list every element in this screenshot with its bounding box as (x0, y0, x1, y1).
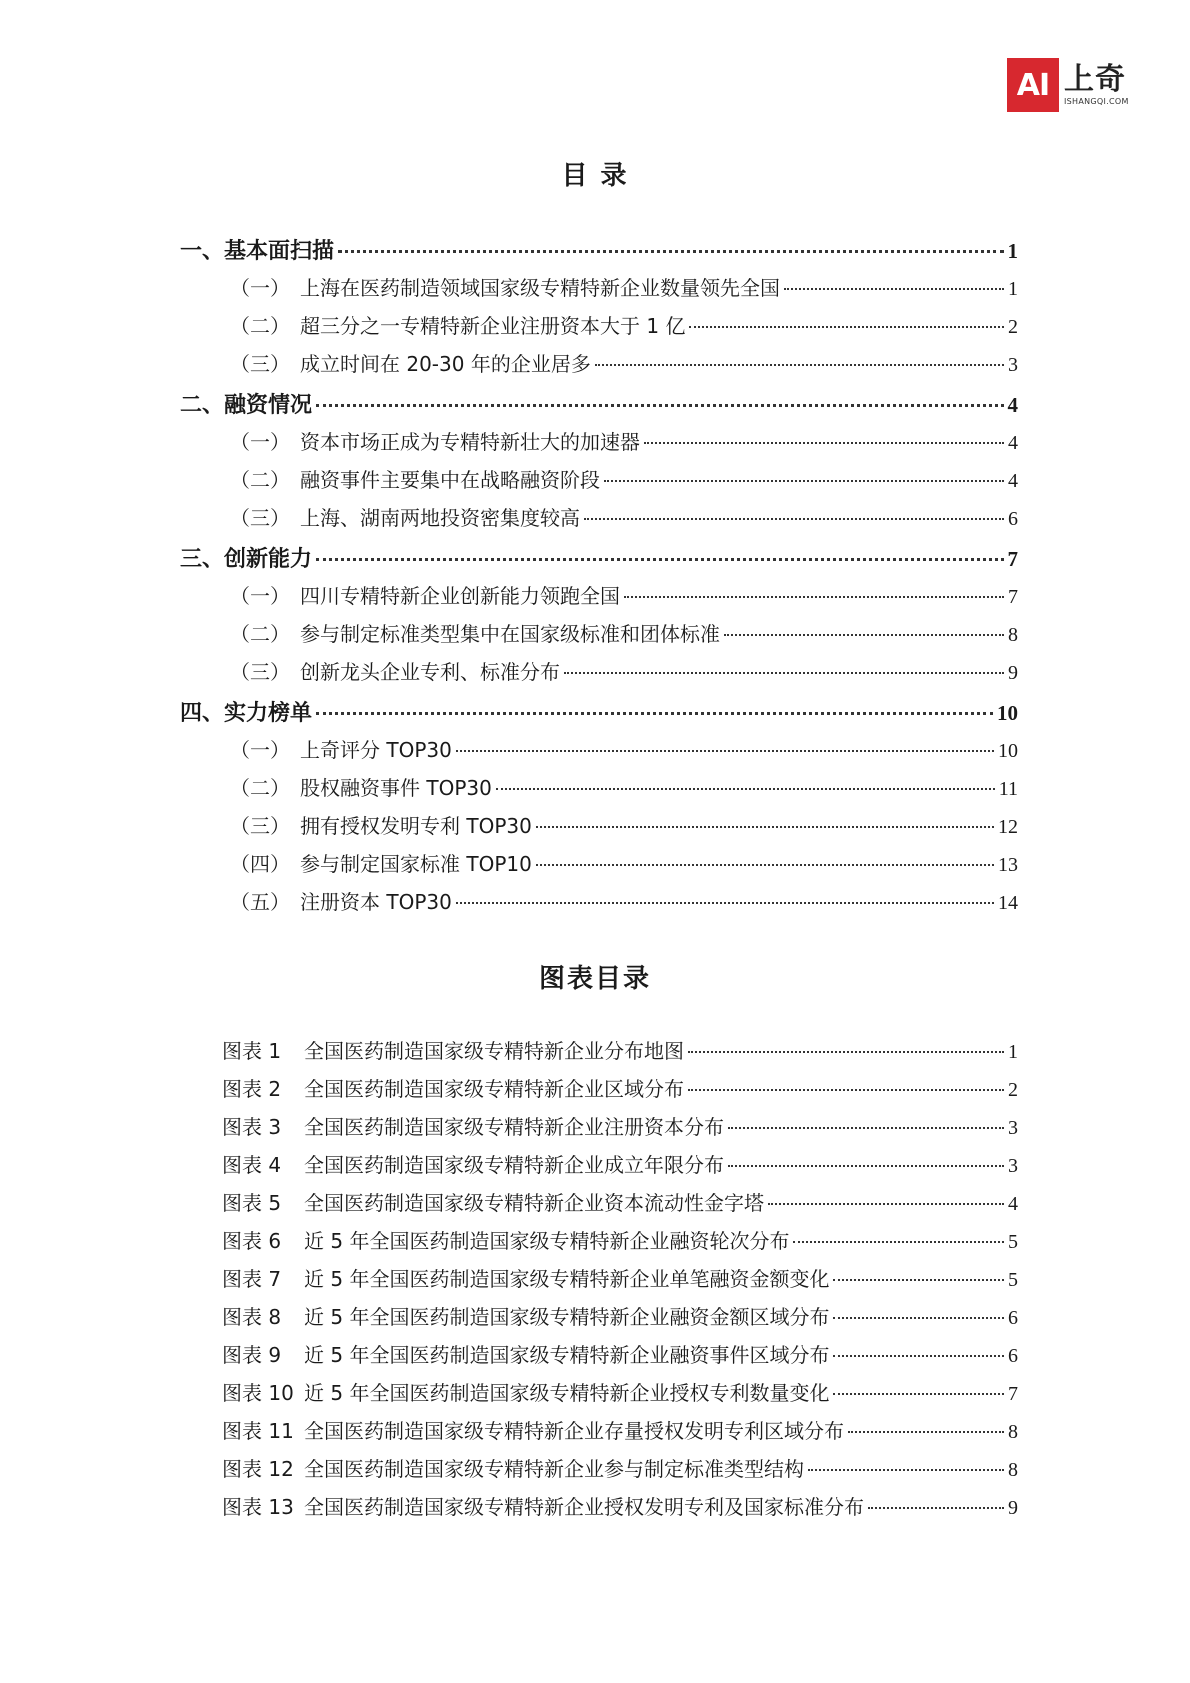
toc-label: 上海、湖南两地投资密集度较高 (300, 506, 580, 530)
toc-prefix: （二） (230, 776, 290, 800)
toc-label: 融资事件主要集中在战略融资阶段 (300, 468, 600, 492)
toc-prefix: （二） (230, 314, 290, 338)
toc-subsection[interactable] (230, 426, 1018, 455)
toc-label: 实力榜单 (224, 701, 313, 726)
dot-leader (689, 326, 1004, 328)
toc-title: 目 录 (561, 161, 629, 191)
toc-label: 参与制定标准类型集中在国家级标准和团体标准 (300, 622, 720, 646)
toc-label: 参与制定国家标准 TOP10 (300, 852, 532, 876)
dot-leader (456, 902, 994, 904)
figure-page: 2 (1008, 1079, 1018, 1101)
figure-entry[interactable] (222, 1225, 1018, 1254)
figure-entry[interactable] (222, 1035, 1018, 1064)
figure-page: 3 (1008, 1155, 1018, 1177)
dot-leader (536, 864, 994, 866)
figure-entry[interactable] (222, 1415, 1018, 1444)
dot-leader (724, 634, 1004, 636)
figure-label: 全国医药制造国家级专精特新企业分布地图 (304, 1039, 684, 1063)
figure-label: 近 5 年全国医药制造国家级专精特新企业融资轮次分布 (304, 1229, 790, 1253)
dot-leader (584, 518, 1004, 520)
toc-prefix: 三、 (180, 547, 225, 572)
dot-leader (595, 364, 1004, 366)
dot-leader (833, 1355, 1004, 1357)
toc-page: 10 (998, 740, 1018, 762)
toc-page: 13 (998, 854, 1018, 876)
toc-page: 9 (1008, 662, 1018, 684)
figure-prefix: 图表 3 (222, 1115, 282, 1139)
toc-section[interactable] (180, 542, 1018, 573)
figure-prefix: 图表 11 (222, 1419, 294, 1443)
toc-subsection[interactable] (230, 810, 1018, 839)
dot-leader (496, 788, 995, 790)
dot-leader (808, 1469, 1004, 1471)
figure-prefix: 图表 7 (222, 1267, 282, 1291)
toc-section[interactable] (180, 696, 1018, 727)
toc-subsection[interactable] (230, 734, 1018, 763)
toc-subsection[interactable] (230, 348, 1018, 377)
toc-page: 4 (1007, 393, 1018, 417)
dot-leader (848, 1431, 1004, 1433)
figure-label: 全国医药制造国家级专精特新企业资本流动性金字塔 (304, 1191, 764, 1215)
figure-label: 全国医药制造国家级专精特新企业成立年限分布 (304, 1153, 724, 1177)
toc-prefix: 二、 (180, 393, 225, 418)
logo-url: ISHANGQI.COM (1064, 96, 1129, 106)
toc-prefix: 一、 (180, 239, 225, 264)
toc-section[interactable] (180, 388, 1018, 419)
toc-subsection[interactable] (230, 502, 1018, 531)
figure-label: 近 5 年全国医药制造国家级专精特新企业融资金额区域分布 (304, 1305, 830, 1329)
figure-entry[interactable] (222, 1453, 1018, 1482)
brand-logo (1007, 58, 1129, 112)
dot-leader (833, 1279, 1004, 1281)
figure-label: 近 5 年全国医药制造国家级专精特新企业融资事件区域分布 (304, 1343, 830, 1367)
dot-leader (793, 1241, 1004, 1243)
toc-page: 10 (997, 701, 1018, 725)
toc-page: 2 (1008, 316, 1018, 338)
toc-prefix: （五） (230, 890, 290, 914)
toc-page: 12 (998, 816, 1018, 838)
toc-label: 拥有授权发明专利 TOP30 (300, 814, 532, 838)
figure-prefix: 图表 13 (222, 1495, 294, 1519)
figure-page: 6 (1008, 1307, 1018, 1329)
dot-leader (316, 558, 1003, 561)
toc-subsection[interactable] (230, 272, 1018, 301)
toc-prefix: （一） (230, 738, 290, 762)
figure-label: 全国医药制造国家级专精特新企业注册资本分布 (304, 1115, 724, 1139)
toc-page: 4 (1008, 432, 1018, 454)
toc-page: 14 (998, 892, 1018, 914)
figure-page: 8 (1008, 1421, 1018, 1443)
toc-prefix: （三） (230, 814, 290, 838)
toc-label: 上海在医药制造领域国家级专精特新企业数量领先全国 (300, 276, 780, 300)
figure-entry[interactable] (222, 1339, 1018, 1368)
logo-mark: AI (1007, 58, 1059, 112)
dot-leader (624, 596, 1004, 598)
dot-leader (868, 1507, 1004, 1509)
toc-subsection[interactable] (230, 772, 1018, 801)
dot-leader (728, 1127, 1004, 1129)
figure-prefix: 图表 12 (222, 1457, 294, 1481)
toc-prefix: （一） (230, 584, 290, 608)
toc-prefix: （四） (230, 852, 290, 876)
toc-label: 创新龙头企业专利、标准分布 (300, 660, 560, 684)
dot-leader (833, 1393, 1004, 1395)
toc-label: 上奇评分 TOP30 (300, 738, 452, 762)
toc-label: 融资情况 (224, 393, 313, 418)
toc-prefix: （二） (230, 468, 290, 492)
dot-leader (833, 1317, 1004, 1319)
figure-entry[interactable] (222, 1263, 1018, 1292)
figure-prefix: 图表 10 (222, 1381, 294, 1405)
figure-prefix: 图表 8 (222, 1305, 282, 1329)
toc-label: 资本市场正成为专精特新壮大的加速器 (300, 430, 640, 454)
toc-label: 股权融资事件 TOP30 (300, 776, 492, 800)
toc-subsection[interactable] (230, 310, 1018, 339)
figure-entry[interactable] (222, 1491, 1018, 1520)
toc-label: 基本面扫描 (224, 239, 335, 264)
dot-leader (768, 1203, 1004, 1205)
figure-entry[interactable] (222, 1301, 1018, 1330)
figure-page: 1 (1008, 1041, 1018, 1063)
toc-label: 四川专精特新企业创新能力领跑全国 (300, 584, 620, 608)
figure-prefix: 图表 4 (222, 1153, 282, 1177)
toc-section[interactable] (180, 234, 1018, 265)
toc-page: 11 (998, 778, 1018, 800)
dot-leader (316, 404, 1003, 407)
toc-prefix: 四、 (180, 701, 225, 726)
dot-leader (536, 826, 994, 828)
toc-label: 成立时间在 20-30 年的企业居多 (300, 352, 591, 376)
dot-leader (456, 750, 994, 752)
figure-page: 8 (1008, 1459, 1018, 1481)
dot-leader (564, 672, 1004, 674)
toc-prefix: （三） (230, 352, 290, 376)
toc-prefix: （三） (230, 506, 290, 530)
figure-prefix: 图表 5 (222, 1191, 282, 1215)
toc-page: 8 (1008, 624, 1018, 646)
figure-page: 5 (1008, 1231, 1018, 1253)
figure-page: 7 (1008, 1383, 1018, 1405)
toc-page: 7 (1008, 586, 1018, 608)
dot-leader (688, 1089, 1004, 1091)
figure-label: 全国医药制造国家级专精特新企业存量授权发明专利区域分布 (304, 1419, 844, 1443)
toc-subsection[interactable] (230, 656, 1018, 685)
figure-page: 4 (1008, 1193, 1018, 1215)
figure-label: 全国医药制造国家级专精特新企业参与制定标准类型结构 (304, 1457, 804, 1481)
figure-entry[interactable] (222, 1187, 1018, 1216)
figure-entry[interactable] (222, 1377, 1018, 1406)
toc-label: 创新能力 (224, 547, 313, 572)
figure-page: 9 (1008, 1497, 1018, 1519)
toc-page: 4 (1008, 470, 1018, 492)
toc-page: 6 (1008, 508, 1018, 530)
figure-entry[interactable] (222, 1073, 1018, 1102)
toc-prefix: （一） (230, 276, 290, 300)
figure-prefix: 图表 6 (222, 1229, 282, 1253)
dot-leader (688, 1051, 1004, 1053)
toc-page: 1 (1008, 278, 1018, 300)
figure-label: 全国医药制造国家级专精特新企业区域分布 (304, 1077, 684, 1101)
figure-entry[interactable] (222, 1111, 1018, 1140)
toc-page: 7 (1007, 547, 1018, 571)
dot-leader (784, 288, 1004, 290)
figure-label: 全国医药制造国家级专精特新企业授权发明专利及国家标准分布 (304, 1495, 864, 1519)
figure-entry[interactable] (222, 1149, 1018, 1178)
toc-subsection[interactable] (230, 618, 1018, 647)
toc-page: 3 (1008, 354, 1018, 376)
figures-title: 图表目录 (538, 964, 651, 994)
dot-leader (644, 442, 1004, 444)
figure-label: 近 5 年全国医药制造国家级专精特新企业授权专利数量变化 (304, 1381, 830, 1405)
figure-prefix: 图表 2 (222, 1077, 282, 1101)
figure-prefix: 图表 1 (222, 1039, 282, 1063)
toc-subsection[interactable] (230, 886, 1018, 915)
figure-page: 5 (1008, 1269, 1018, 1291)
dot-leader (604, 480, 1004, 482)
figure-page: 6 (1008, 1345, 1018, 1367)
toc-prefix: （三） (230, 660, 290, 684)
dot-leader (338, 250, 1003, 253)
toc-page: 1 (1007, 239, 1018, 263)
toc-subsection[interactable] (230, 580, 1018, 609)
figure-page: 3 (1008, 1117, 1018, 1139)
toc-label: 超三分之一专精特新企业注册资本大于 1 亿 (300, 314, 686, 338)
toc-subsection[interactable] (230, 848, 1018, 877)
toc-prefix: （一） (230, 430, 290, 454)
figure-prefix: 图表 9 (222, 1343, 282, 1367)
dot-leader (316, 712, 993, 715)
toc-label: 注册资本 TOP30 (300, 890, 452, 914)
logo-name: 上奇 (1064, 61, 1126, 97)
dot-leader (728, 1165, 1004, 1167)
toc-subsection[interactable] (230, 464, 1018, 493)
figure-label: 近 5 年全国医药制造国家级专精特新企业单笔融资金额变化 (304, 1267, 830, 1291)
toc-prefix: （二） (230, 622, 290, 646)
